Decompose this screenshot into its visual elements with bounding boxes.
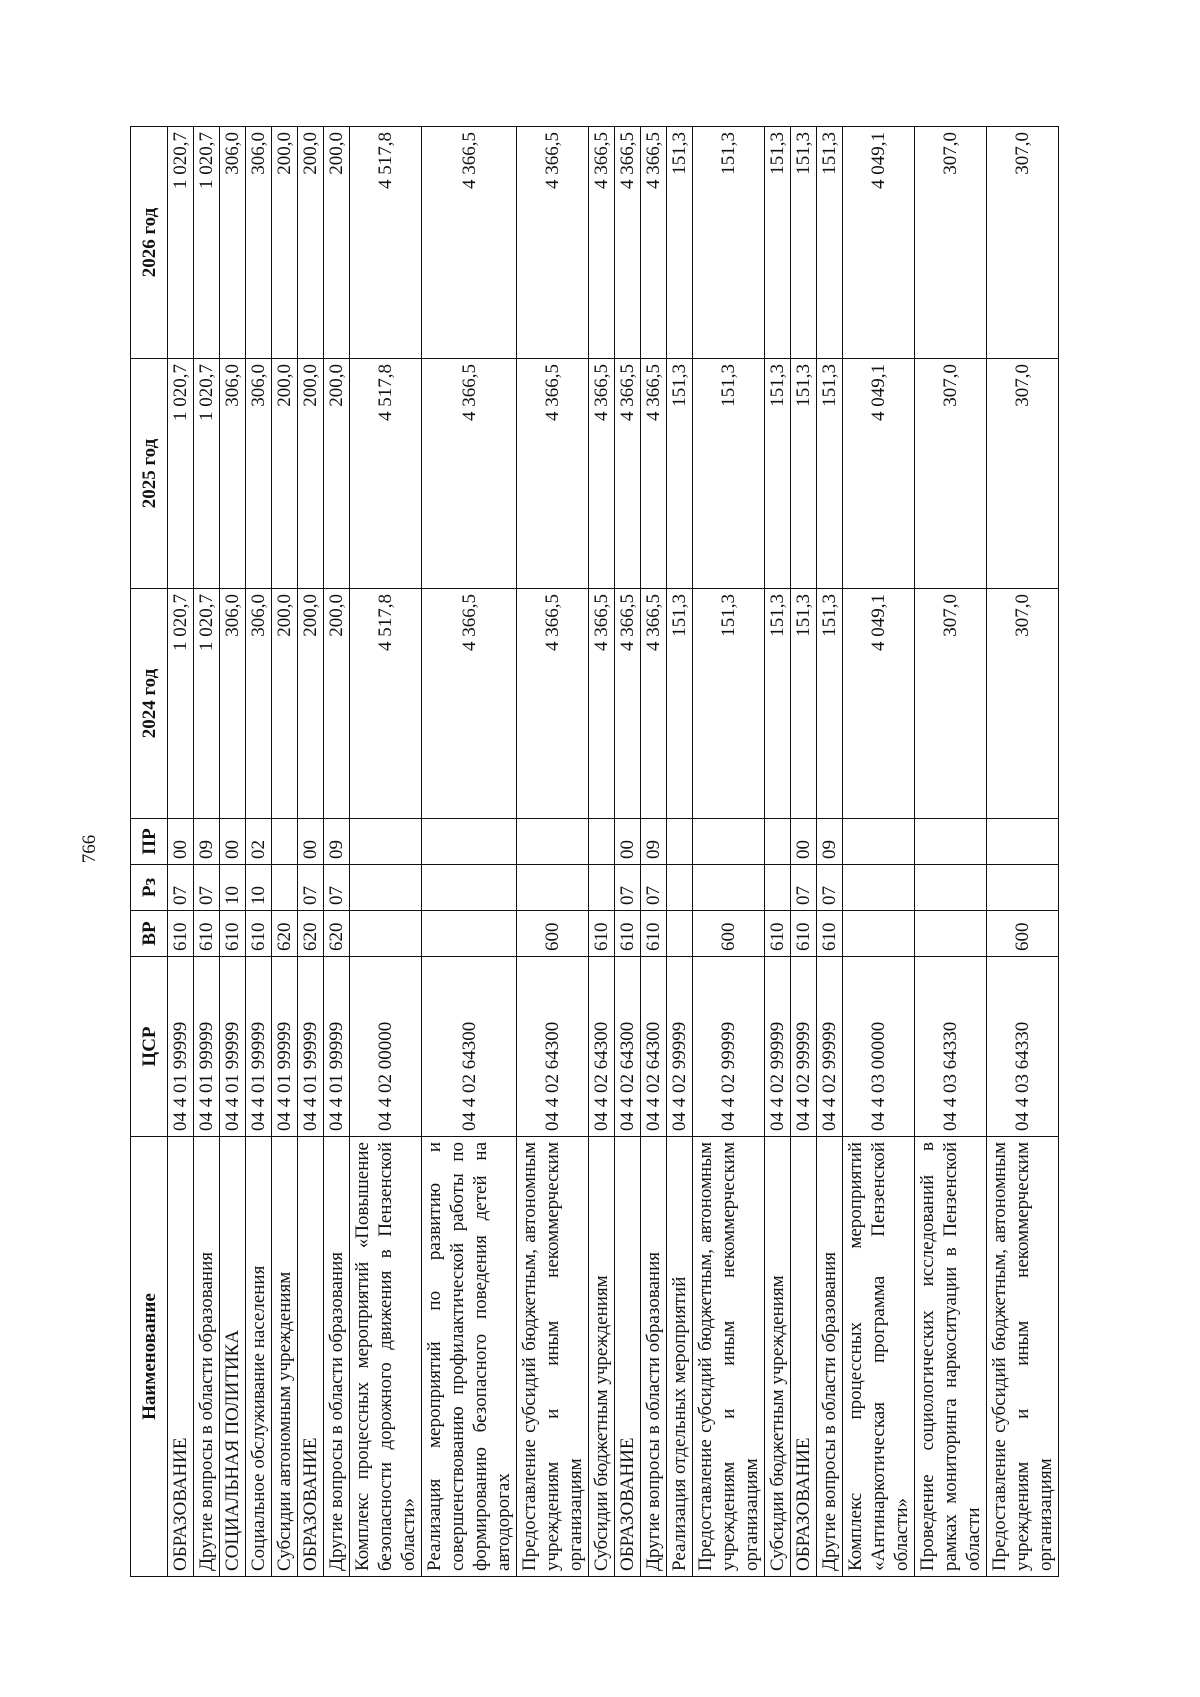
- cell-y2025: 4 049,1: [843, 359, 915, 589]
- cell-rz: 07: [298, 865, 324, 911]
- cell-y2026: 1 020,7: [168, 127, 194, 359]
- cell-name: Предоставление субсидий бюджетным, автономным учреждениям и иным некоммерческим организациям: [987, 1137, 1059, 1577]
- cell-pr: [765, 819, 791, 865]
- cell-vr: 600: [517, 911, 589, 957]
- cell-y2026: 4 366,5: [641, 127, 667, 359]
- header-rz: Рз: [131, 865, 168, 911]
- cell-y2025: 4 366,5: [422, 359, 517, 589]
- cell-y2026: 4 366,5: [615, 127, 641, 359]
- cell-name: Социальное обслуживание населения: [246, 1137, 272, 1577]
- cell-name: Субсидии автономным учреждениям: [272, 1137, 298, 1577]
- cell-y2025: 151,3: [791, 359, 817, 589]
- cell-pr: 09: [641, 819, 667, 865]
- table-row: [817, 127, 843, 1577]
- cell-y2026: 151,3: [667, 127, 693, 359]
- cell-y2026: 4 366,5: [517, 127, 589, 359]
- cell-csr: 04 4 02 64300: [589, 957, 615, 1137]
- cell-y2025: 307,0: [915, 359, 987, 589]
- cell-y2026: 151,3: [693, 127, 765, 359]
- cell-name: Другие вопросы в области образования: [194, 1137, 220, 1577]
- cell-csr: 04 4 01 99999: [324, 957, 350, 1137]
- cell-y2025: 4 517,8: [350, 359, 422, 589]
- cell-rz: [765, 865, 791, 911]
- cell-csr: 04 4 01 99999: [298, 957, 324, 1137]
- cell-rz: [667, 865, 693, 911]
- table-row: [915, 127, 987, 1577]
- cell-pr: [693, 819, 765, 865]
- cell-pr: 09: [817, 819, 843, 865]
- cell-y2025: 4 366,5: [615, 359, 641, 589]
- header-pr: ПР: [131, 819, 168, 865]
- cell-y2026: 151,3: [817, 127, 843, 359]
- cell-y2026: 151,3: [791, 127, 817, 359]
- cell-csr: 04 4 02 99999: [817, 957, 843, 1137]
- cell-y2024: 200,0: [298, 589, 324, 819]
- cell-y2025: 200,0: [272, 359, 298, 589]
- cell-rz: 10: [220, 865, 246, 911]
- cell-y2024: 151,3: [693, 589, 765, 819]
- cell-y2025: 151,3: [817, 359, 843, 589]
- cell-pr: 00: [791, 819, 817, 865]
- cell-y2024: 4 366,5: [589, 589, 615, 819]
- cell-csr: 04 4 01 99999: [220, 957, 246, 1137]
- cell-rz: [589, 865, 615, 911]
- cell-rz: [915, 865, 987, 911]
- cell-pr: 02: [246, 819, 272, 865]
- table-row: [615, 127, 641, 1577]
- cell-vr: 610: [791, 911, 817, 957]
- cell-y2024: 151,3: [667, 589, 693, 819]
- cell-y2025: 306,0: [246, 359, 272, 589]
- budget-table: [130, 126, 1059, 1577]
- cell-rz: 07: [194, 865, 220, 911]
- header-csr: ЦСР: [131, 957, 168, 1137]
- cell-name: Другие вопросы в области образования: [817, 1137, 843, 1577]
- cell-csr: 04 4 03 64330: [987, 957, 1059, 1137]
- table-row: [168, 127, 194, 1577]
- cell-csr: 04 4 01 99999: [194, 957, 220, 1137]
- cell-pr: [272, 819, 298, 865]
- cell-name: Субсидии бюджетным учреждениям: [589, 1137, 615, 1577]
- cell-y2024: 307,0: [987, 589, 1059, 819]
- table-row: [422, 127, 517, 1577]
- table-row: [298, 127, 324, 1577]
- cell-vr: 600: [693, 911, 765, 957]
- cell-rz: [843, 865, 915, 911]
- cell-csr: 04 4 03 00000: [843, 957, 915, 1137]
- cell-name: ОБРАЗОВАНИЕ: [791, 1137, 817, 1577]
- cell-name: Предоставление субсидий бюджетным, автономным учреждениям и иным некоммерческим организациям: [517, 1137, 589, 1577]
- cell-rz: 07: [324, 865, 350, 911]
- cell-name: ОБРАЗОВАНИЕ: [615, 1137, 641, 1577]
- cell-y2026: 200,0: [324, 127, 350, 359]
- cell-vr: [843, 911, 915, 957]
- cell-y2024: 4 517,8: [350, 589, 422, 819]
- cell-name: ОБРАЗОВАНИЕ: [298, 1137, 324, 1577]
- cell-vr: [915, 911, 987, 957]
- table-row: [667, 127, 693, 1577]
- cell-y2025: 307,0: [987, 359, 1059, 589]
- cell-csr: 04 4 02 99999: [791, 957, 817, 1137]
- cell-y2024: 151,3: [765, 589, 791, 819]
- table-row: [350, 127, 422, 1577]
- cell-vr: 620: [324, 911, 350, 957]
- cell-y2026: 1 020,7: [194, 127, 220, 359]
- cell-csr: 04 4 03 64330: [915, 957, 987, 1137]
- table-row: [641, 127, 667, 1577]
- cell-y2025: 151,3: [765, 359, 791, 589]
- cell-y2025: 200,0: [298, 359, 324, 589]
- cell-y2025: 4 366,5: [589, 359, 615, 589]
- cell-y2026: 4 049,1: [843, 127, 915, 359]
- cell-csr: 04 4 02 64300: [422, 957, 517, 1137]
- cell-y2026: 4 517,8: [350, 127, 422, 359]
- cell-y2026: 200,0: [298, 127, 324, 359]
- cell-pr: 09: [194, 819, 220, 865]
- cell-vr: 610: [615, 911, 641, 957]
- cell-csr: 04 4 02 64300: [615, 957, 641, 1137]
- cell-pr: 00: [615, 819, 641, 865]
- cell-vr: [350, 911, 422, 957]
- cell-y2024: 4 366,5: [641, 589, 667, 819]
- cell-pr: [915, 819, 987, 865]
- cell-name: Субсидии бюджетным учреждениям: [765, 1137, 791, 1577]
- cell-csr: 04 4 02 99999: [765, 957, 791, 1137]
- header-vr: ВР: [131, 911, 168, 957]
- cell-y2024: 306,0: [220, 589, 246, 819]
- cell-rz: 07: [615, 865, 641, 911]
- table-row: [843, 127, 915, 1577]
- table-row: [272, 127, 298, 1577]
- cell-name: Реализация мероприятий по развитию и совершенствованию профилактической работы по формированию безопасного поведения детей на автодорогах: [422, 1137, 517, 1577]
- cell-name: Другие вопросы в области образования: [641, 1137, 667, 1577]
- cell-vr: [422, 911, 517, 957]
- table-row: [791, 127, 817, 1577]
- cell-rz: [517, 865, 589, 911]
- cell-vr: 600: [987, 911, 1059, 957]
- cell-name: Предоставление субсидий бюджетным, автономным учреждениям и иным некоммерческим организациям: [693, 1137, 765, 1577]
- cell-vr: 610: [246, 911, 272, 957]
- table-row: [765, 127, 791, 1577]
- cell-rz: 07: [641, 865, 667, 911]
- cell-y2025: 4 366,5: [641, 359, 667, 589]
- table-row: [589, 127, 615, 1577]
- cell-rz: 07: [168, 865, 194, 911]
- header-2024: 2024 год: [131, 589, 168, 819]
- cell-y2026: 151,3: [765, 127, 791, 359]
- cell-y2026: 4 366,5: [589, 127, 615, 359]
- cell-csr: 04 4 02 64300: [641, 957, 667, 1137]
- cell-vr: 610: [817, 911, 843, 957]
- cell-y2026: 307,0: [987, 127, 1059, 359]
- cell-pr: [350, 819, 422, 865]
- cell-y2024: 151,3: [791, 589, 817, 819]
- cell-rz: [350, 865, 422, 911]
- cell-y2025: 4 366,5: [517, 359, 589, 589]
- cell-rz: [987, 865, 1059, 911]
- cell-pr: 00: [168, 819, 194, 865]
- cell-y2026: 200,0: [272, 127, 298, 359]
- cell-y2024: 1 020,7: [194, 589, 220, 819]
- cell-rz: 07: [817, 865, 843, 911]
- cell-y2024: 306,0: [246, 589, 272, 819]
- cell-y2024: 151,3: [817, 589, 843, 819]
- cell-pr: [517, 819, 589, 865]
- cell-vr: 610: [589, 911, 615, 957]
- cell-pr: 00: [220, 819, 246, 865]
- cell-vr: 610: [641, 911, 667, 957]
- cell-y2025: 1 020,7: [168, 359, 194, 589]
- cell-y2025: 306,0: [220, 359, 246, 589]
- cell-y2024: 4 366,5: [422, 589, 517, 819]
- cell-name: СОЦИАЛЬНАЯ ПОЛИТИКА: [220, 1137, 246, 1577]
- cell-y2026: 306,0: [220, 127, 246, 359]
- cell-rz: 07: [791, 865, 817, 911]
- cell-y2024: 200,0: [324, 589, 350, 819]
- cell-name: Реализация отдельных мероприятий: [667, 1137, 693, 1577]
- cell-pr: [589, 819, 615, 865]
- header-2025: 2025 год: [131, 359, 168, 589]
- cell-rz: [272, 865, 298, 911]
- cell-rz: [422, 865, 517, 911]
- cell-csr: 04 4 01 99999: [272, 957, 298, 1137]
- cell-csr: 04 4 02 64300: [517, 957, 589, 1137]
- cell-rz: [693, 865, 765, 911]
- cell-name: Другие вопросы в области образования: [324, 1137, 350, 1577]
- cell-vr: 610: [194, 911, 220, 957]
- table-header-row: [131, 127, 168, 1577]
- cell-pr: 09: [324, 819, 350, 865]
- header-2026: 2026 год: [131, 127, 168, 359]
- cell-name: Комплекс процессных мероприятий «Повышение безопасности дорожного движения в Пензенской области»: [350, 1137, 422, 1577]
- cell-pr: 00: [298, 819, 324, 865]
- cell-y2026: 306,0: [246, 127, 272, 359]
- cell-vr: 620: [298, 911, 324, 957]
- cell-name: ОБРАЗОВАНИЕ: [168, 1137, 194, 1577]
- cell-y2024: 4 366,5: [615, 589, 641, 819]
- table-row: [693, 127, 765, 1577]
- cell-y2024: 1 020,7: [168, 589, 194, 819]
- cell-csr: 04 4 01 99999: [246, 957, 272, 1137]
- cell-csr: 04 4 02 00000: [350, 957, 422, 1137]
- table-body: [168, 127, 1059, 1577]
- header-name: Наименование: [131, 1137, 168, 1577]
- table-row: [517, 127, 589, 1577]
- cell-pr: [422, 819, 517, 865]
- table-row: [194, 127, 220, 1577]
- cell-csr: 04 4 02 99999: [693, 957, 765, 1137]
- table-row: [987, 127, 1059, 1577]
- cell-name: Комплекс процессных мероприятий «Антинаркотическая программа Пензенской области»: [843, 1137, 915, 1577]
- table-row: [220, 127, 246, 1577]
- cell-name: Проведение социологических исследований в рамках мониторинга наркоситуации в Пензенской области: [915, 1137, 987, 1577]
- cell-pr: [843, 819, 915, 865]
- rotated-table-container: [130, 127, 1080, 1577]
- page-number: 766: [79, 834, 100, 864]
- cell-y2026: 307,0: [915, 127, 987, 359]
- cell-vr: [667, 911, 693, 957]
- table-row: [324, 127, 350, 1577]
- cell-y2025: 151,3: [693, 359, 765, 589]
- cell-vr: 610: [220, 911, 246, 957]
- cell-y2026: 4 366,5: [422, 127, 517, 359]
- table-row: [246, 127, 272, 1577]
- cell-y2025: 200,0: [324, 359, 350, 589]
- cell-y2024: 307,0: [915, 589, 987, 819]
- cell-rz: 10: [246, 865, 272, 911]
- cell-vr: 610: [168, 911, 194, 957]
- cell-y2024: 200,0: [272, 589, 298, 819]
- cell-csr: 04 4 02 99999: [667, 957, 693, 1137]
- cell-y2024: 4 366,5: [517, 589, 589, 819]
- cell-vr: 620: [272, 911, 298, 957]
- cell-y2024: 4 049,1: [843, 589, 915, 819]
- cell-y2025: 151,3: [667, 359, 693, 589]
- cell-csr: 04 4 01 99999: [168, 957, 194, 1137]
- cell-pr: [667, 819, 693, 865]
- cell-y2025: 1 020,7: [194, 359, 220, 589]
- cell-vr: 610: [765, 911, 791, 957]
- cell-pr: [987, 819, 1059, 865]
